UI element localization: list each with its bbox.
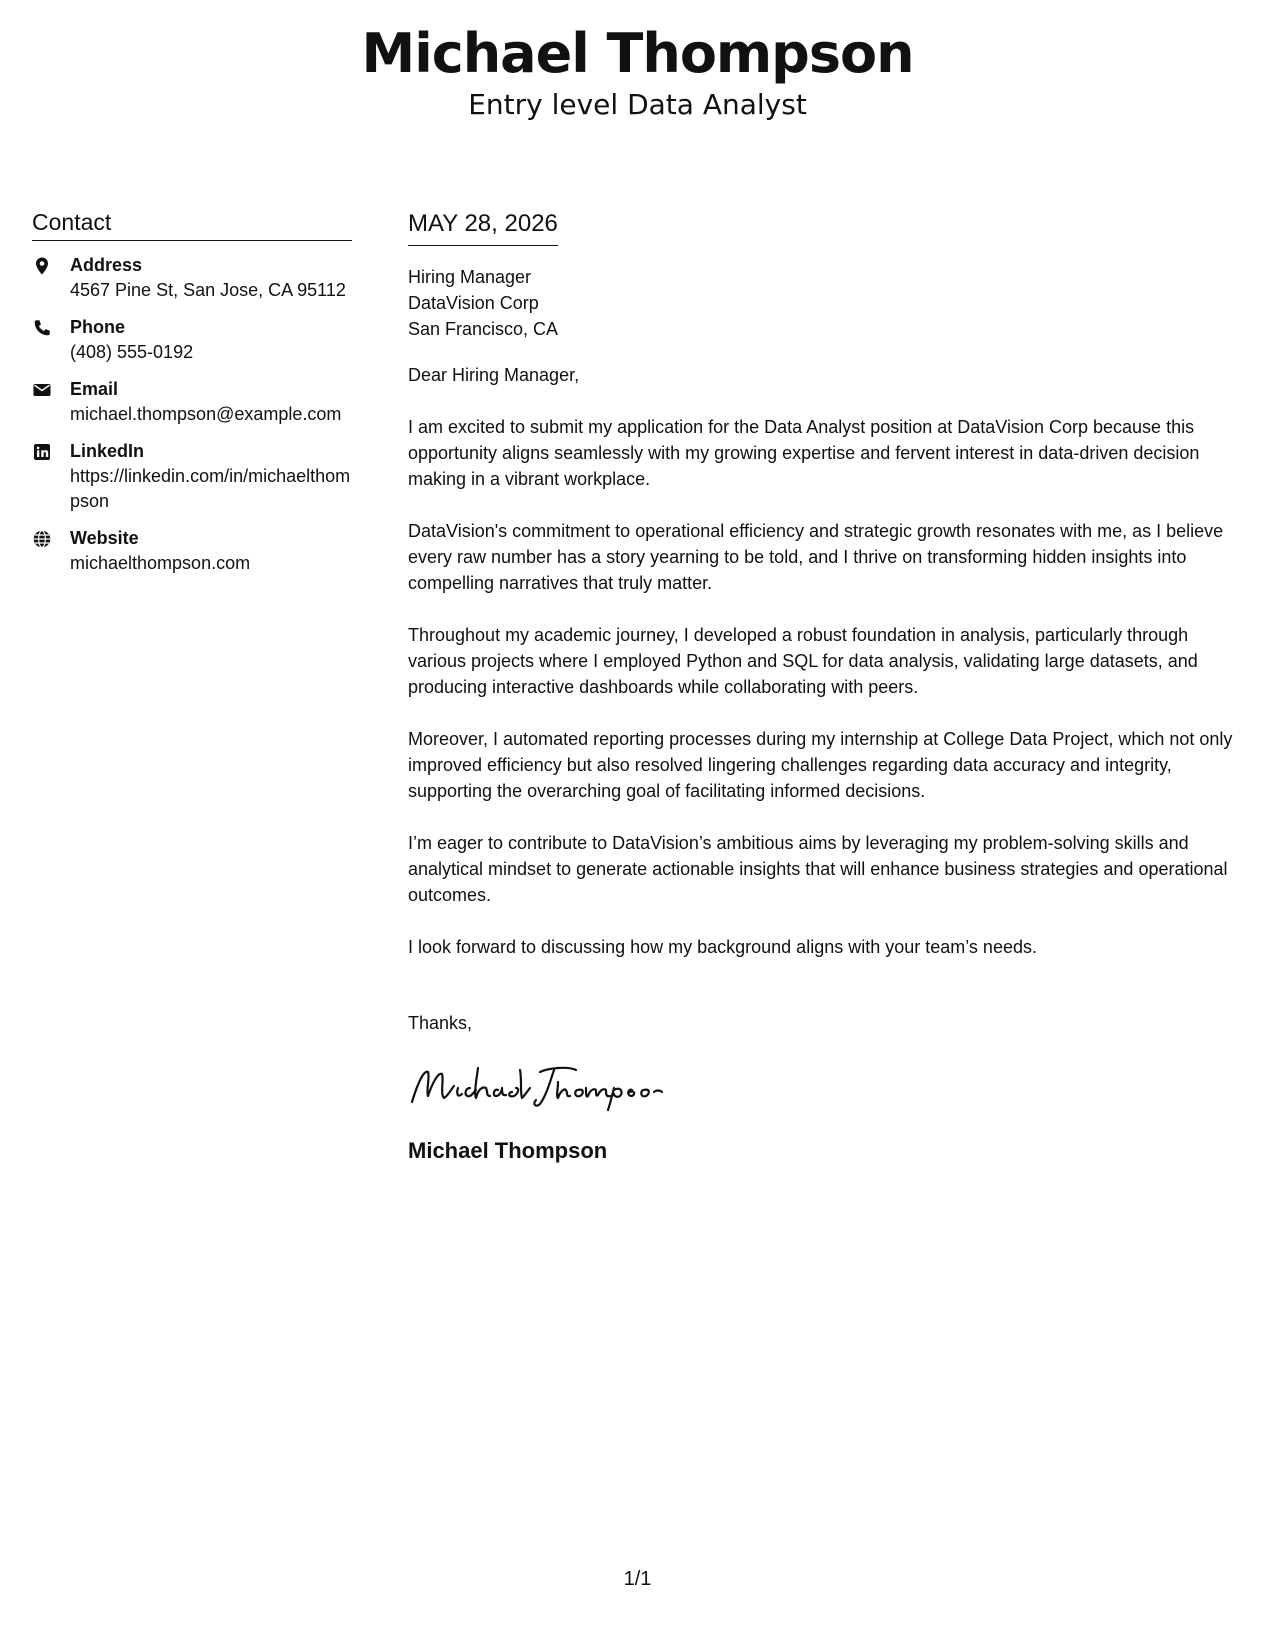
letter-date: MAY 28, 2026 <box>408 208 558 246</box>
globe-icon <box>32 526 70 576</box>
contact-heading: Contact <box>32 208 352 241</box>
recipient-line: Hiring Manager <box>408 267 532 287</box>
signed-name: Michael Thompson <box>408 1138 608 1163</box>
letter-body <box>408 208 1250 1164</box>
header <box>0 22 1275 122</box>
contact-sidebar <box>32 208 352 588</box>
page-number: 1/1 <box>623 1568 652 1590</box>
letter-paragraph: I look forward to discussing how my background aligns with your team’s needs. <box>408 937 1037 957</box>
linkedin-icon <box>32 439 70 514</box>
contact-item-phone <box>32 315 352 365</box>
contact-label: Phone <box>70 317 126 337</box>
handwritten-signature <box>408 1062 668 1112</box>
contact-label: Email <box>70 379 119 399</box>
applicant-name: Michael Thompson <box>361 22 914 85</box>
recipient-block <box>408 264 1250 342</box>
contact-value[interactable]: michaelthompson.com <box>70 553 251 573</box>
contact-value: 4567 Pine St, San Jose, CA 95112 <box>70 280 346 300</box>
closing: Thanks, <box>408 1013 473 1033</box>
contact-label: LinkedIn <box>70 441 145 461</box>
contact-value: (408) 555-0192 <box>70 342 194 362</box>
contact-list <box>32 253 352 576</box>
contact-item-website <box>32 526 352 576</box>
applicant-role: Entry level Data Analyst <box>468 88 807 121</box>
recipient-line: San Francisco, CA <box>408 319 559 339</box>
envelope-icon <box>32 377 70 427</box>
letter-paragraph: DataVision's commitment to operational efficiency and strategic growth resonates with me, as I believe every raw number has a story yearning to be told, and I thrive on transforming hidden insights into compelling narratives that truly matter. <box>408 521 1224 593</box>
contact-item-linkedin <box>32 439 352 514</box>
contact-item-address <box>32 253 352 303</box>
contact-item-email <box>32 377 352 427</box>
contact-label: Website <box>70 528 139 548</box>
letter-paragraph: I am excited to submit my application for the Data Analyst position at DataVision Corp because this opportunity aligns seamlessly with my growing expertise and fervent interest in data-driven decision making in a vibrant workplace. <box>408 417 1200 489</box>
contact-label: Address <box>70 255 143 275</box>
location-pin-icon <box>32 253 70 303</box>
salutation: Dear Hiring Manager, <box>408 365 580 385</box>
contact-value[interactable]: https://linkedin.com/in/michaelthompson <box>70 466 351 511</box>
letter-paragraph: I’m eager to contribute to DataVision’s ambitious aims by leveraging my problem-solving skills and analytical mindset to generate actionable insights that will enhance business strategies and operational outcomes. <box>408 833 1228 905</box>
contact-value[interactable]: michael.thompson@example.com <box>70 404 342 424</box>
letter-paragraph: Throughout my academic journey, I developed a robust foundation in analysis, particularly through various projects where I employed Python and SQL for data analysis, validating large datasets, and producing interactive dashboards while collaborating with peers. <box>408 625 1198 697</box>
phone-icon <box>32 315 70 365</box>
recipient-line: DataVision Corp <box>408 293 539 313</box>
letter-paragraph: Moreover, I automated reporting processes during my internship at College Data Project, which not only improved efficiency but also resolved lingering challenges regarding data accuracy and integrity, supporting the overarching goal of facilitating informed decisions. <box>408 729 1233 801</box>
